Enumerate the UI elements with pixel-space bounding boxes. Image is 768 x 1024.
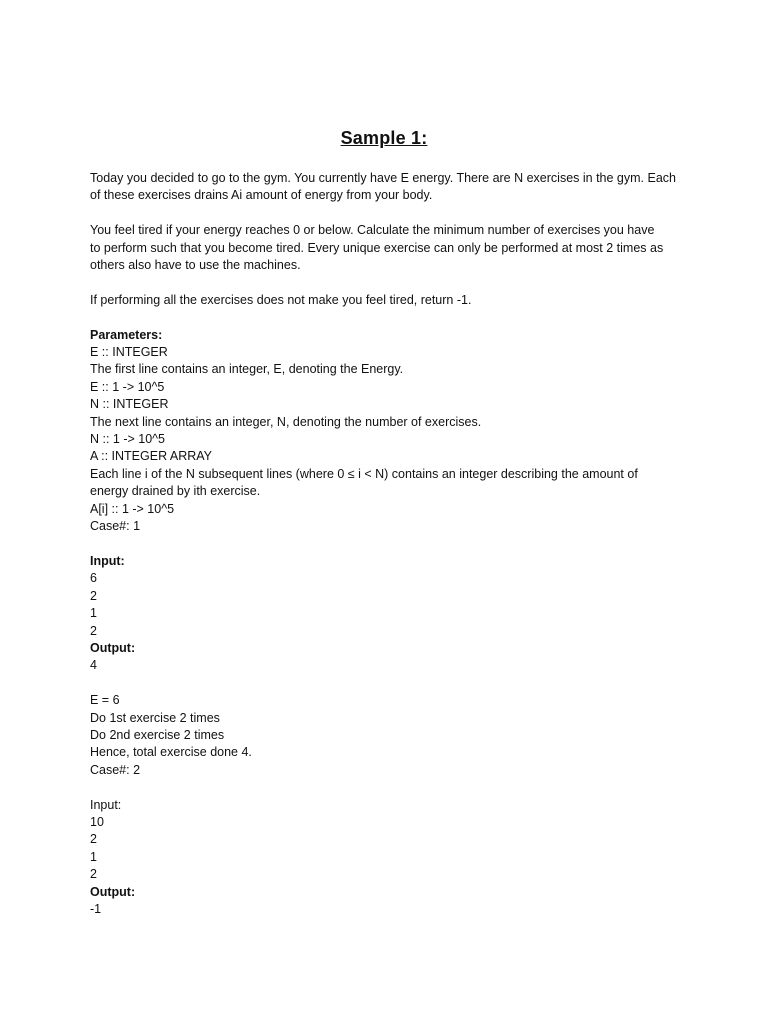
input-value: 2	[90, 867, 97, 882]
parameter-line: N :: 1 -> 10^5	[90, 432, 165, 447]
parameter-line: energy drained by ith exercise.	[90, 484, 261, 499]
parameter-line: E :: INTEGER	[90, 345, 168, 360]
document-title: Sample 1:	[340, 128, 428, 148]
input-label: Input:	[90, 797, 122, 812]
case-label: Case#: 2	[90, 762, 141, 777]
input-value: 1	[90, 606, 97, 621]
paragraph-gap	[90, 309, 690, 326]
input-label: Input:	[90, 553, 125, 568]
parameter-line: A[i] :: 1 -> 10^5	[90, 501, 175, 516]
intro-line: Today you decided to go to the gym. You currently have E energy. There are N exercises in the gym. Each	[90, 171, 676, 185]
parameter-line: The first line contains an integer, E, denoting the Energy.	[90, 362, 404, 377]
input-value: 1	[90, 849, 97, 864]
paragraph-gap	[90, 205, 690, 222]
parameter-line: N :: INTEGER	[90, 397, 169, 412]
case-label: Case#: 1	[90, 519, 141, 534]
output-label: Output:	[90, 640, 136, 655]
paragraph-gap	[90, 535, 690, 552]
output-value: 4	[90, 658, 97, 673]
tired-line: others also have to use the machines.	[90, 258, 301, 273]
explanation-line: Hence, total exercise done 4.	[90, 745, 252, 760]
input-value: 6	[90, 571, 97, 586]
parameter-line: Each line i of the N subsequent lines (where 0 ≤ i < N) contains an integer describing the amount of	[90, 466, 638, 481]
parameters-heading: Parameters:	[90, 327, 163, 342]
paragraph-gap	[90, 274, 690, 291]
intro-line: of these exercises drains Ai amount of energy from your body.	[90, 188, 433, 203]
document-body	[90, 170, 690, 918]
explanation-line: Do 2nd exercise 2 times	[90, 727, 225, 742]
tired-line: to perform such that you become tired. Every unique exercise can only be performed at most 2 times as	[90, 240, 664, 255]
paragraph-gap	[90, 779, 690, 796]
explanation-line: Do 1st exercise 2 times	[90, 710, 220, 725]
input-value: 10	[90, 814, 104, 829]
explanation-line: E = 6	[90, 693, 120, 708]
input-value: 2	[90, 588, 97, 603]
parameter-line: A :: INTEGER ARRAY	[90, 449, 213, 464]
parameter-line: The next line contains an integer, N, denoting the number of exercises.	[90, 414, 482, 429]
paragraph-gap	[90, 675, 690, 692]
output-label: Output:	[90, 884, 136, 899]
output-value: -1	[90, 901, 102, 916]
parameter-line: E :: 1 -> 10^5	[90, 379, 165, 394]
input-value: 2	[90, 623, 97, 638]
input-value: 2	[90, 832, 97, 847]
return-note: If performing all the exercises does not make you feel tired, return -1.	[90, 292, 472, 307]
tired-line: You feel tired if your energy reaches 0 or below. Calculate the minimum number of exercises you have	[90, 223, 655, 238]
